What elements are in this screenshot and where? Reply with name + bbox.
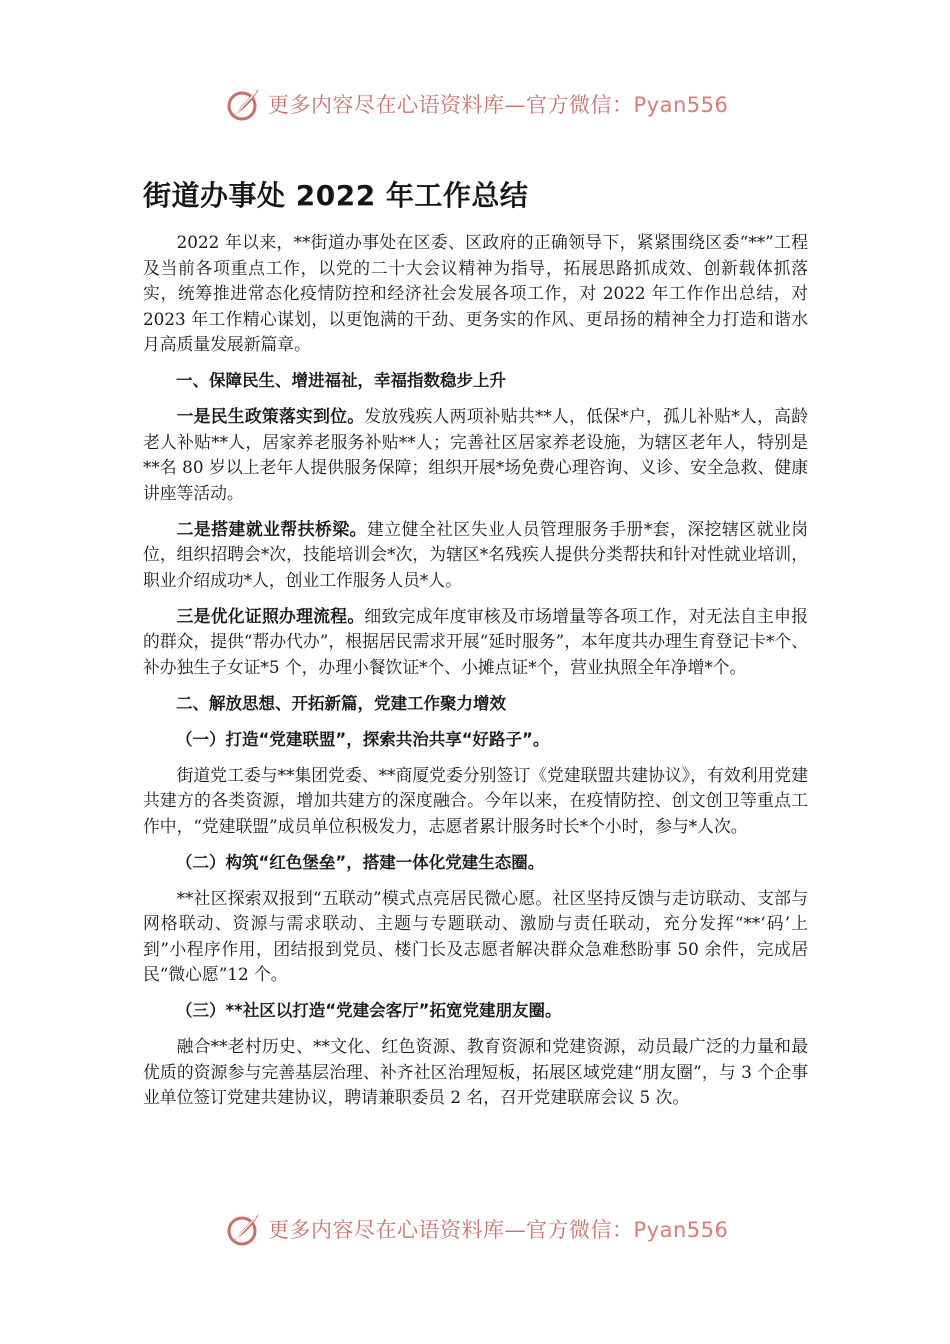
section-2-sub-2-body: **社区探索双报到“五联动”模式点亮居民微心愿。社区坚持反馈与走访联动、支部与网格联动、资源与需求联动、主题与专题联动、激励与责任联动，充分发挥“**‘码’上到”小程序作用，团结报到党员、楼门长及志愿者解决群众急难愁盼事 50 余件，完成居民“微心愿”12 个。	[143, 887, 808, 984]
wechat-id: Pyan556	[633, 93, 729, 117]
section-2-sub-3-heading: （三）**社区以打造“党建会客厅”拓宽党建朋友圈。	[176, 1001, 562, 1020]
section-2-sub-2-heading: （二）构筑“红色堡垒”，搭建一体化党建生态圈。	[176, 852, 545, 872]
section-1-heading: 一、保障民生、增进福祉，幸福指数稳步上升	[176, 371, 506, 390]
section-2-sub-1-body: 街道党工委与**集团党委、**商厦党委分别签订《党建联盟共建协议》，有效利用党建共建方的各类资源，增加共建方的深度融合。今年以来，在疫情防控、创文创卫等重点工作中，“党建联盟”成员单位积极发力，志愿者累计服务时长*个小时，参与*人次。	[143, 764, 808, 836]
section-2-sub-1-heading: （一）打造“党建联盟”，探索共治共享“好路子”。	[176, 729, 550, 749]
section-1-item-3	[143, 604, 808, 681]
section-2-sub-3-body: 融合**老村历史、**文化、红色资源、教育资源和党建资源，动员最广泛的力量和最优质的资源参与完善基层治理、补齐社区治理短板，拓展区域党建“朋友圈”，与 3 个企事业单位签订党建共建协议，聘请兼职委员 2 名，召开党建联席会议 5 次。	[143, 1036, 808, 1107]
watermark-text: 更多内容尽在心语资料库—官方微信：Pyan556	[268, 1218, 729, 1242]
item-body: 发放残疾人两项补贴共**人，低保*户，孤儿补贴*人，高龄老人补贴**人，居家养老服务补贴**人；完善社区居家养老设施，为辖区老年人，特别是**名 80 岁以上老年人提供服务保障；组织开展*场免费心理咨询、义诊、安全急救、健康讲座等活动。	[143, 406, 808, 503]
watermark-banner-top	[226, 84, 746, 124]
item-lead: 二是搭建就业帮扶桥梁。	[176, 518, 367, 539]
document-body	[143, 230, 808, 1121]
section-1-item-1	[143, 404, 808, 506]
item-lead: 三是优化证照办理流程。	[176, 605, 365, 626]
quill-circle-icon	[226, 86, 262, 122]
watermark-banner-bottom	[226, 1209, 746, 1249]
wechat-id: Pyan556	[633, 1218, 729, 1242]
watermark-text: 更多内容尽在心语资料库—官方微信：Pyan556	[268, 93, 729, 117]
item-lead: 一是民生政策落实到位。	[176, 406, 365, 426]
section-2-heading: 二、解放思想、开拓新篇，党建工作聚力增效	[176, 693, 506, 713]
section-1-item-2	[143, 517, 808, 594]
intro-paragraph: 2022 年以来，**街道办事处在区委、区政府的正确领导下，紧紧围绕区委“**”工程及当前各项重点工作，以党的二十大会议精神为指导，拓展思路抓成效、创新载体抓落实，统筹推进常态化疫情防控和经济社会发展各项工作，对 2022 年工作作出总结，对 2023 年工作精心谋划，以更饱满的干劲、更务实的作风、更昂扬的精神全力打造和谐水月高质量发展新篇章。	[143, 232, 808, 354]
document-title: 街道办事处 2022 年工作总结	[143, 179, 529, 212]
item-body: 建立健全社区失业人员管理服务手册*套，深挖辖区就业岗位，组织招聘会*次，技能培训会*次，为辖区*名残疾人提供分类帮扶和针对性就业培训，职业介绍成功*人，创业工作服务人员*人。	[143, 518, 808, 590]
quill-circle-icon	[226, 1211, 262, 1247]
item-body: 细致完成年度审核及市场增量等各项工作，对无法自主申报的群众，提供“帮办代办”，根据居民需求开展“延时服务”，本年度共办理生育登记卡*个、补办独生子女证*5 个，办理小餐饮证*个、小摊点证*个，营业执照全年净增*个。	[143, 605, 808, 677]
